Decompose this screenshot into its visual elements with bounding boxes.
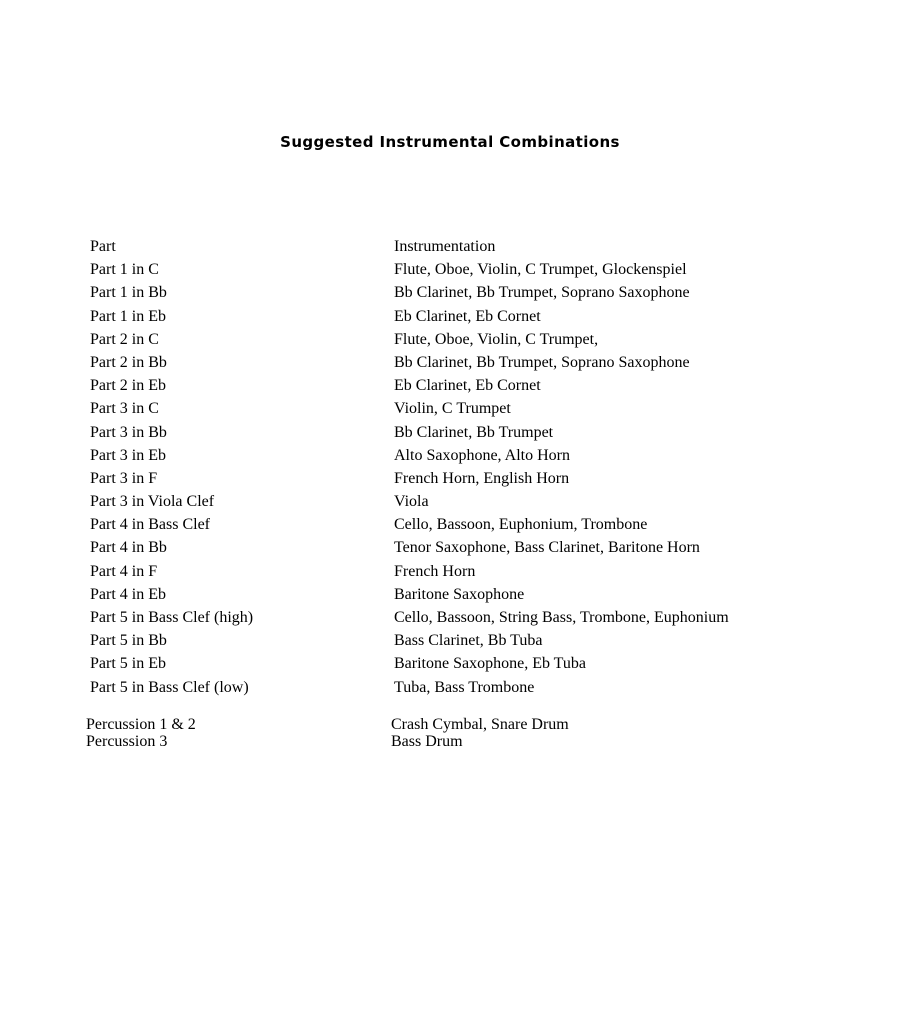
table-part-cell: Part 4 in F — [90, 562, 158, 580]
table-part-cell: Part 4 in Bb — [90, 539, 167, 557]
table-part-cell: Part 4 in Bass Clef — [90, 516, 210, 534]
page-title: Suggested Instrumental Combinations — [280, 133, 620, 151]
table-instrumentation-cell: Bass Clarinet, Bb Tuba — [394, 632, 543, 650]
table-part-cell: Part 3 in C — [90, 400, 159, 418]
table-instrumentation-cell: Cello, Bassoon, Euphonium, Trombone — [394, 516, 648, 534]
percussion-row — [86, 733, 846, 750]
table-instrumentation-cell: Alto Saxophone, Alto Horn — [394, 446, 570, 464]
percussion-part-cell: Percussion 1 & 2 — [86, 716, 196, 733]
table-row — [90, 584, 850, 607]
table-row — [90, 352, 850, 375]
table-instrumentation-cell: Tuba, Bass Trombone — [394, 678, 535, 696]
table-row — [90, 422, 850, 445]
table-part-cell: Part 4 in Eb — [90, 585, 166, 603]
table-row — [90, 537, 850, 560]
table-row — [90, 306, 850, 329]
table-part-cell: Part 3 in F — [90, 469, 158, 487]
table-row — [90, 445, 850, 468]
table-part-cell: Part 1 in Bb — [90, 284, 167, 302]
percussion-row — [86, 716, 846, 733]
table-row — [90, 491, 850, 514]
percussion-instrumentation-cell: Crash Cymbal, Snare Drum — [391, 716, 569, 733]
table-row — [90, 375, 850, 398]
table-instrumentation-cell: Violin, C Trumpet — [394, 400, 511, 418]
table-part-cell: Part 3 in Eb — [90, 446, 166, 464]
table-instrumentation-cell: French Horn, English Horn — [394, 469, 570, 487]
percussion-instrumentation-cell: Bass Drum — [391, 733, 463, 750]
table-instrumentation-cell: French Horn — [394, 562, 476, 580]
table-row — [90, 259, 850, 282]
percussion-part-cell: Percussion 3 — [86, 733, 168, 750]
table-part-cell: Part 5 in Bb — [90, 632, 167, 650]
table-part-cell: Part 5 in Bass Clef (high) — [90, 609, 254, 626]
table-instrumentation-cell: Baritone Saxophone, Eb Tuba — [394, 655, 586, 673]
percussion-list — [86, 716, 846, 750]
table-row — [90, 398, 850, 421]
table-instrumentation-cell: Cello, Bassoon, String Bass, Trombone, Euphonium — [394, 609, 729, 626]
table-part-cell: Part 5 in Eb — [90, 655, 166, 673]
table-part-cell: Part 2 in Eb — [90, 377, 166, 395]
table-row — [90, 468, 850, 491]
table-part-cell: Part 3 in Bb — [90, 423, 167, 441]
table-part-cell: Part 2 in C — [90, 330, 159, 348]
table-row — [90, 329, 850, 352]
table-instrumentation-cell: Bb Clarinet, Bb Trumpet — [394, 423, 554, 441]
table-part-cell: Part 1 in C — [90, 261, 159, 279]
table-instrumentation-cell: Baritone Saxophone — [394, 585, 525, 603]
table-row — [90, 630, 850, 653]
table-row — [90, 653, 850, 676]
instrumentation-table — [90, 236, 850, 700]
table-instrumentation-cell: Eb Clarinet, Eb Cornet — [394, 307, 541, 325]
table-row — [90, 282, 850, 305]
table-part-cell: Part 2 in Bb — [90, 353, 167, 371]
table-part-cell: Part 1 in Eb — [90, 307, 166, 325]
table-row — [90, 607, 850, 630]
table-body — [90, 259, 850, 700]
table-instrumentation-cell: Tenor Saxophone, Bass Clarinet, Baritone Horn — [394, 539, 700, 557]
table-instrumentation-cell: Viola — [394, 493, 429, 511]
table-header-row — [90, 236, 850, 259]
table-instrumentation-cell: Flute, Oboe, Violin, C Trumpet, — [394, 330, 599, 348]
column-header-part: Part — [90, 238, 116, 255]
table-row — [90, 561, 850, 584]
table-part-cell: Part 3 in Viola Clef — [90, 493, 215, 511]
table-instrumentation-cell: Bb Clarinet, Bb Trumpet, Soprano Saxophone — [394, 284, 690, 302]
table-instrumentation-cell: Flute, Oboe, Violin, C Trumpet, Glockenspiel — [394, 261, 687, 279]
column-header-instrumentation: Instrumentation — [394, 238, 496, 255]
table-instrumentation-cell: Bb Clarinet, Bb Trumpet, Soprano Saxophone — [394, 353, 690, 371]
table-instrumentation-cell: Eb Clarinet, Eb Cornet — [394, 377, 541, 395]
table-row — [90, 677, 850, 700]
table-row — [90, 514, 850, 537]
table-part-cell: Part 5 in Bass Clef (low) — [90, 678, 249, 696]
